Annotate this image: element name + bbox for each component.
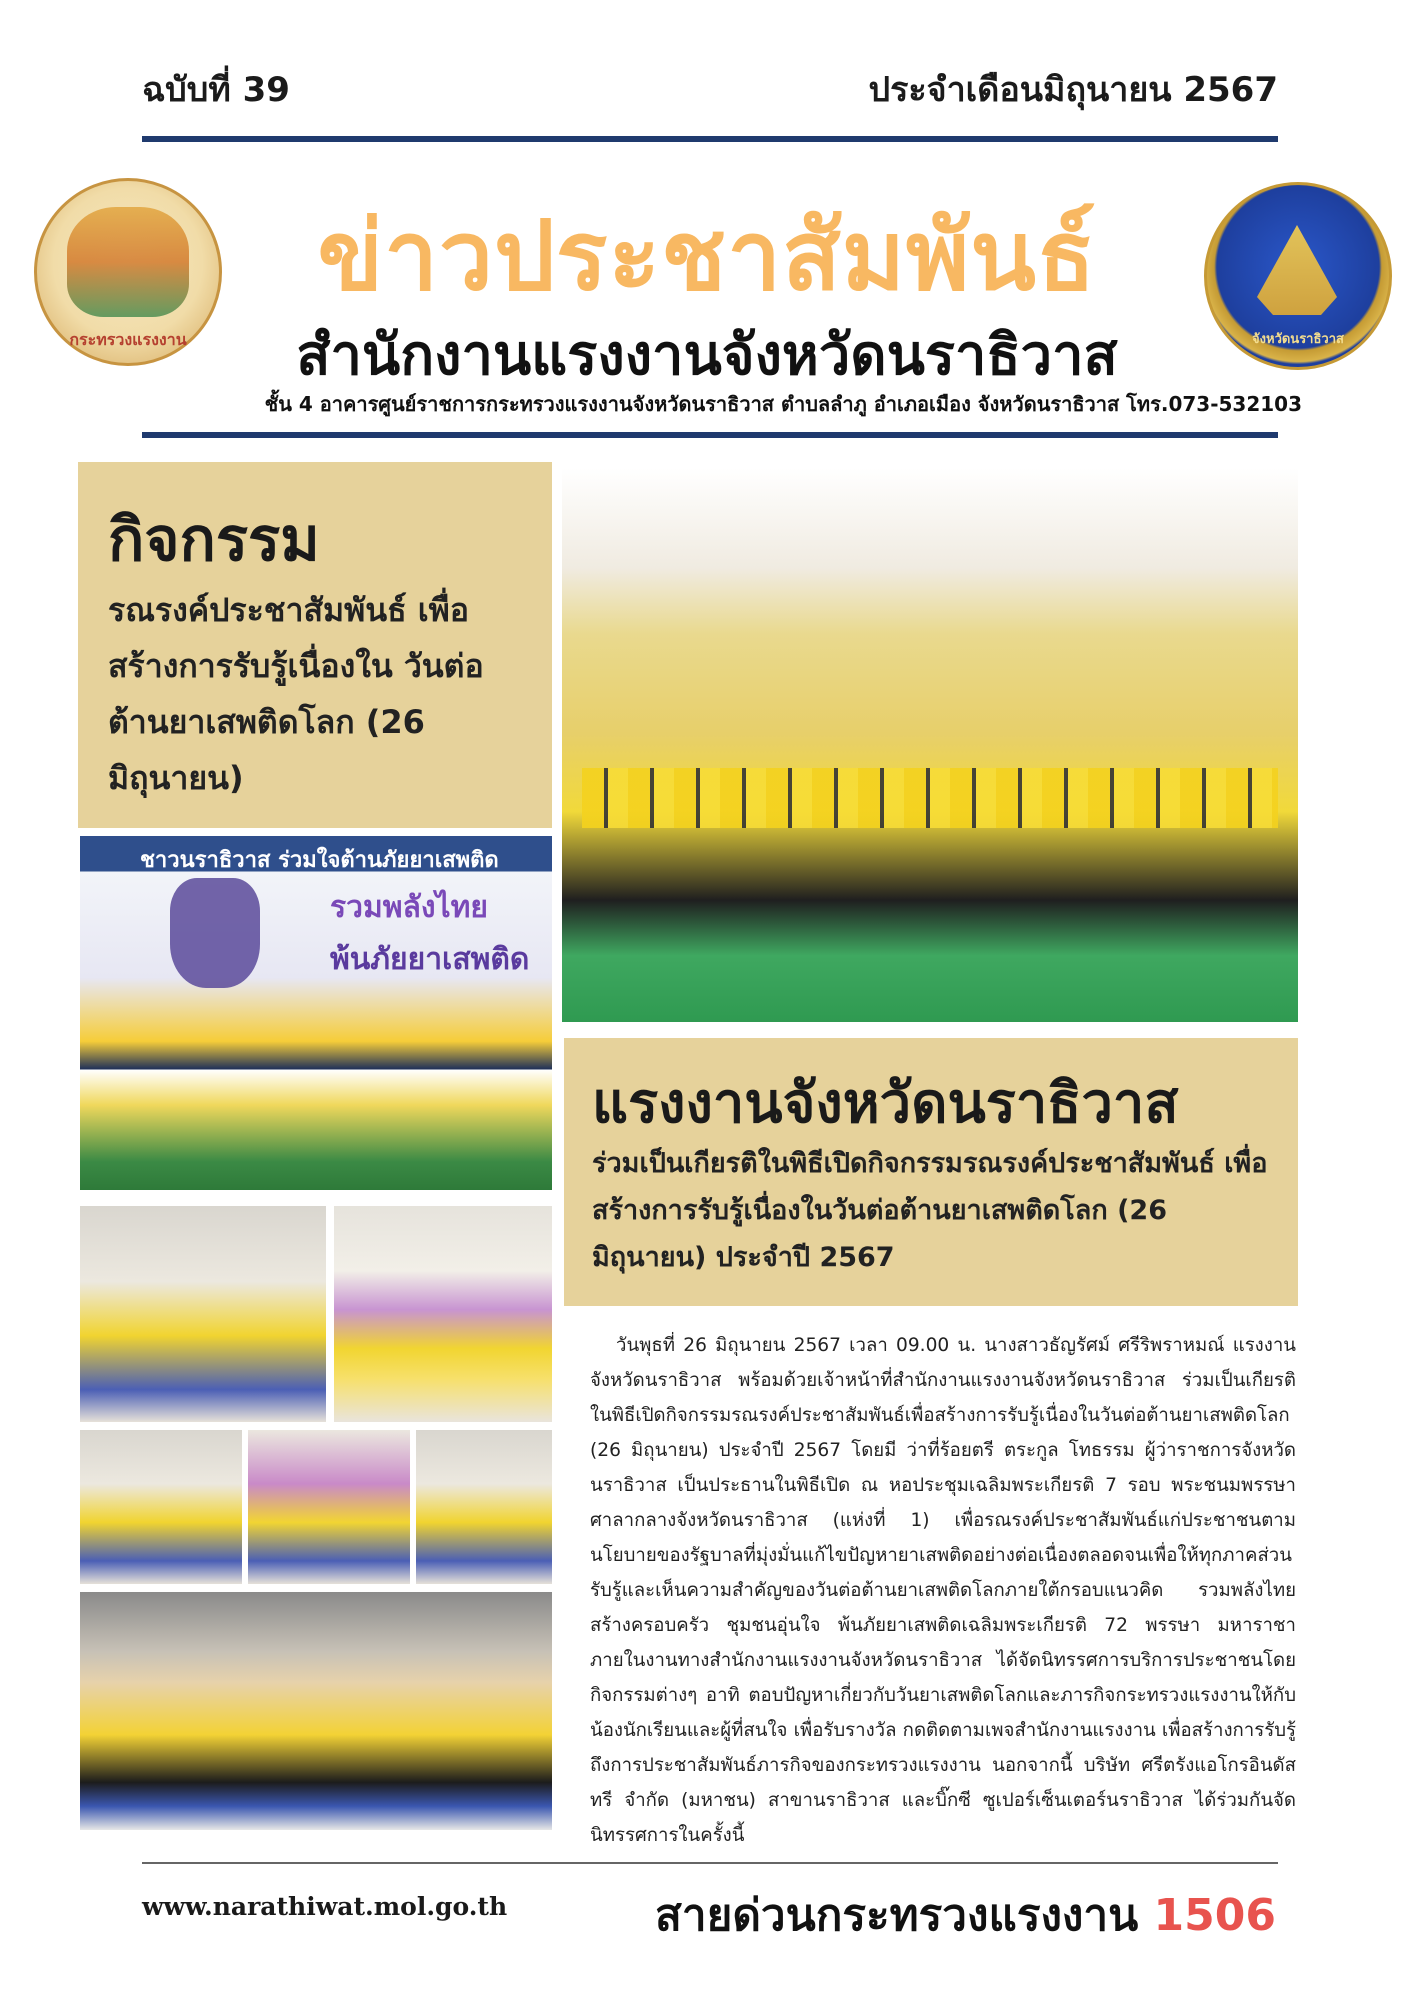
- masthead-rule: [142, 432, 1278, 438]
- province-emblem-icon: [1257, 225, 1337, 315]
- activity-heading: กิจกรรม: [108, 505, 320, 575]
- news-subheading: ร่วมเป็นเกียรติในพิธีเปิดกิจกรรมรณรงค์ประชาสัมพันธ์ เพื่อสร้างการรับรู้เนื่องในวันต่อต้านยาเสพติดโลก (26 มิถุนายน) ประจำปี 2567: [592, 1148, 1268, 1273]
- top-rule: [142, 136, 1278, 142]
- poster-line-2: พ้นภัยยาเสพติด: [330, 942, 530, 977]
- activity-box: [78, 462, 552, 828]
- poster-banner: ชาวนราธิวาส ร่วมใจต้านภัยยาเสพติด: [140, 848, 499, 873]
- news-box: [564, 1038, 1298, 1306]
- booth-photo-5: [416, 1430, 552, 1584]
- province-logo: [1204, 182, 1392, 370]
- news-body: วันพุธที่ 26 มิถุนายน 2567 เวลา 09.00 น. นางสาวธัญรัศม์ ศรีริพราหมณ์ แรงงานจังหวัดนราธิวาส พร้อมด้วยเจ้าหน้าที่สำนักงานแรงงานจังหวัดนราธิวาส ร่วมเป็นเกียรติในพิธีเปิดกิจกรรมรณรงค์ประชาสัมพันธ์เพื่อสร้างการรับรู้เนื่องในวันต่อต้านยาเสพติดโลก (26 มิถุนายน) ประจำปี 2567 โดยมี ว่าที่ร้อยตรี ตระกูล โทธรรม ผู้ว่าราชการจังหวัดนราธิวาส เป็นประธานในพิธีเปิด ณ หอประชุมเฉลิมพระเกียรติ 7 รอบ พระชนมพรรษา ศาลากลางจังหวัดนราธิวาส (แห่งที่ 1) เพื่อรณรงค์ประชาสัมพันธ์แก่ประชาชนตามนโยบายของรัฐบาลที่มุ่งมั่นแก้ไขปัญหายาเสพติดอย่างต่อเนื่องตลอดจนเพื่อให้ทุกภาคส่วนรับรู้และเห็นความสำคัญของวันต่อต้านยาเสพติดโลกภายใต้กรอบแนวคิด รวมพลังไทย สร้างครอบครัว ชุมชนอุ่นใจ พ้นภัยยาเสพติดเฉลิมพระเกียรติ 72 พรรษา มหาราชา ภายในงานทางสำนักงานแรงงานจังหวัดนราธิวาส ได้จัดนิทรรศการบริการประชาชนโดยกิจกรรมต่างๆ อาทิ ตอบปัญหาเกี่ยวกับวันยาเสพติดโลกและภารกิจกระทรวงแรงงานให้กับน้องนักเรียนและผู้ที่สนใจ เพื่อรับรางวัล กดติดตามเพจสำนักงานแรงงาน เพื่อสร้างการรับรู้ถึงการประชาสัมพันธ์ภารกิจของกระทรวงแรงงาน นอกจากนี้ บริษัท ศรีตรังแอโกรอินดัสทรี จำกัด (มหาชน) สาขานราธิวาส และบิ๊กซี ซูเปอร์เซ็นเตอร์นราธิวาส ได้ร่วมกันจัดนิทรรศการในครั้งนี้: [590, 1335, 1296, 1846]
- booth-photo-4: [248, 1430, 410, 1584]
- poster-line-1: รวมพลังไทย: [330, 890, 488, 925]
- hotline: [655, 1880, 1276, 1950]
- website-link[interactable]: www.narathiwat.mol.go.th: [142, 1892, 508, 1921]
- booth-photo-1: [80, 1206, 326, 1422]
- staff-group-photo: [80, 1592, 552, 1830]
- office-address: ชั้น 4 อาคารศูนย์ราชการกระทรวงแรงงานจังหวัดนราธิวาส ตำบลลำภู อำเภอเมือง จังหวัดนราธิวาส โทร.073-532103: [264, 392, 1302, 416]
- speaker-poster-photo: [80, 836, 552, 1190]
- booth-photo-2: [334, 1206, 552, 1422]
- news-heading: แรงงานจังหวัดนราธิวาส: [592, 1071, 1179, 1136]
- hotline-label: สายด่วนกระทรวงแรงงาน: [655, 1890, 1139, 1941]
- activity-text: รณรงค์ประชาสัมพันธ์ เพื่อสร้างการรับรู้เนื่องใน วันต่อต้านยาเสพติดโลก (26 มิถุนายน): [108, 591, 484, 797]
- issue-month: ประจำเดือนมิถุนายน 2567: [868, 70, 1278, 110]
- booth-photo-3: [80, 1430, 242, 1584]
- ministry-logo-text: กระทรวงแรงงาน: [69, 330, 187, 349]
- issue-number: ฉบับที่ 39: [142, 70, 290, 110]
- newsletter-title: ข่าวประชาสัมพันธ์: [317, 200, 1097, 312]
- footer-rule: [142, 1862, 1278, 1864]
- crowd-illustration: [582, 768, 1278, 828]
- province-logo-text: จังหวัดนราธิวาส: [1252, 332, 1344, 347]
- hall-group-photo: [562, 468, 1298, 1022]
- hotline-number: 1506: [1153, 1890, 1276, 1941]
- hand-icon: [170, 878, 260, 988]
- office-name: สำนักงานแรงงานจังหวัดนราธิวาส: [296, 323, 1118, 388]
